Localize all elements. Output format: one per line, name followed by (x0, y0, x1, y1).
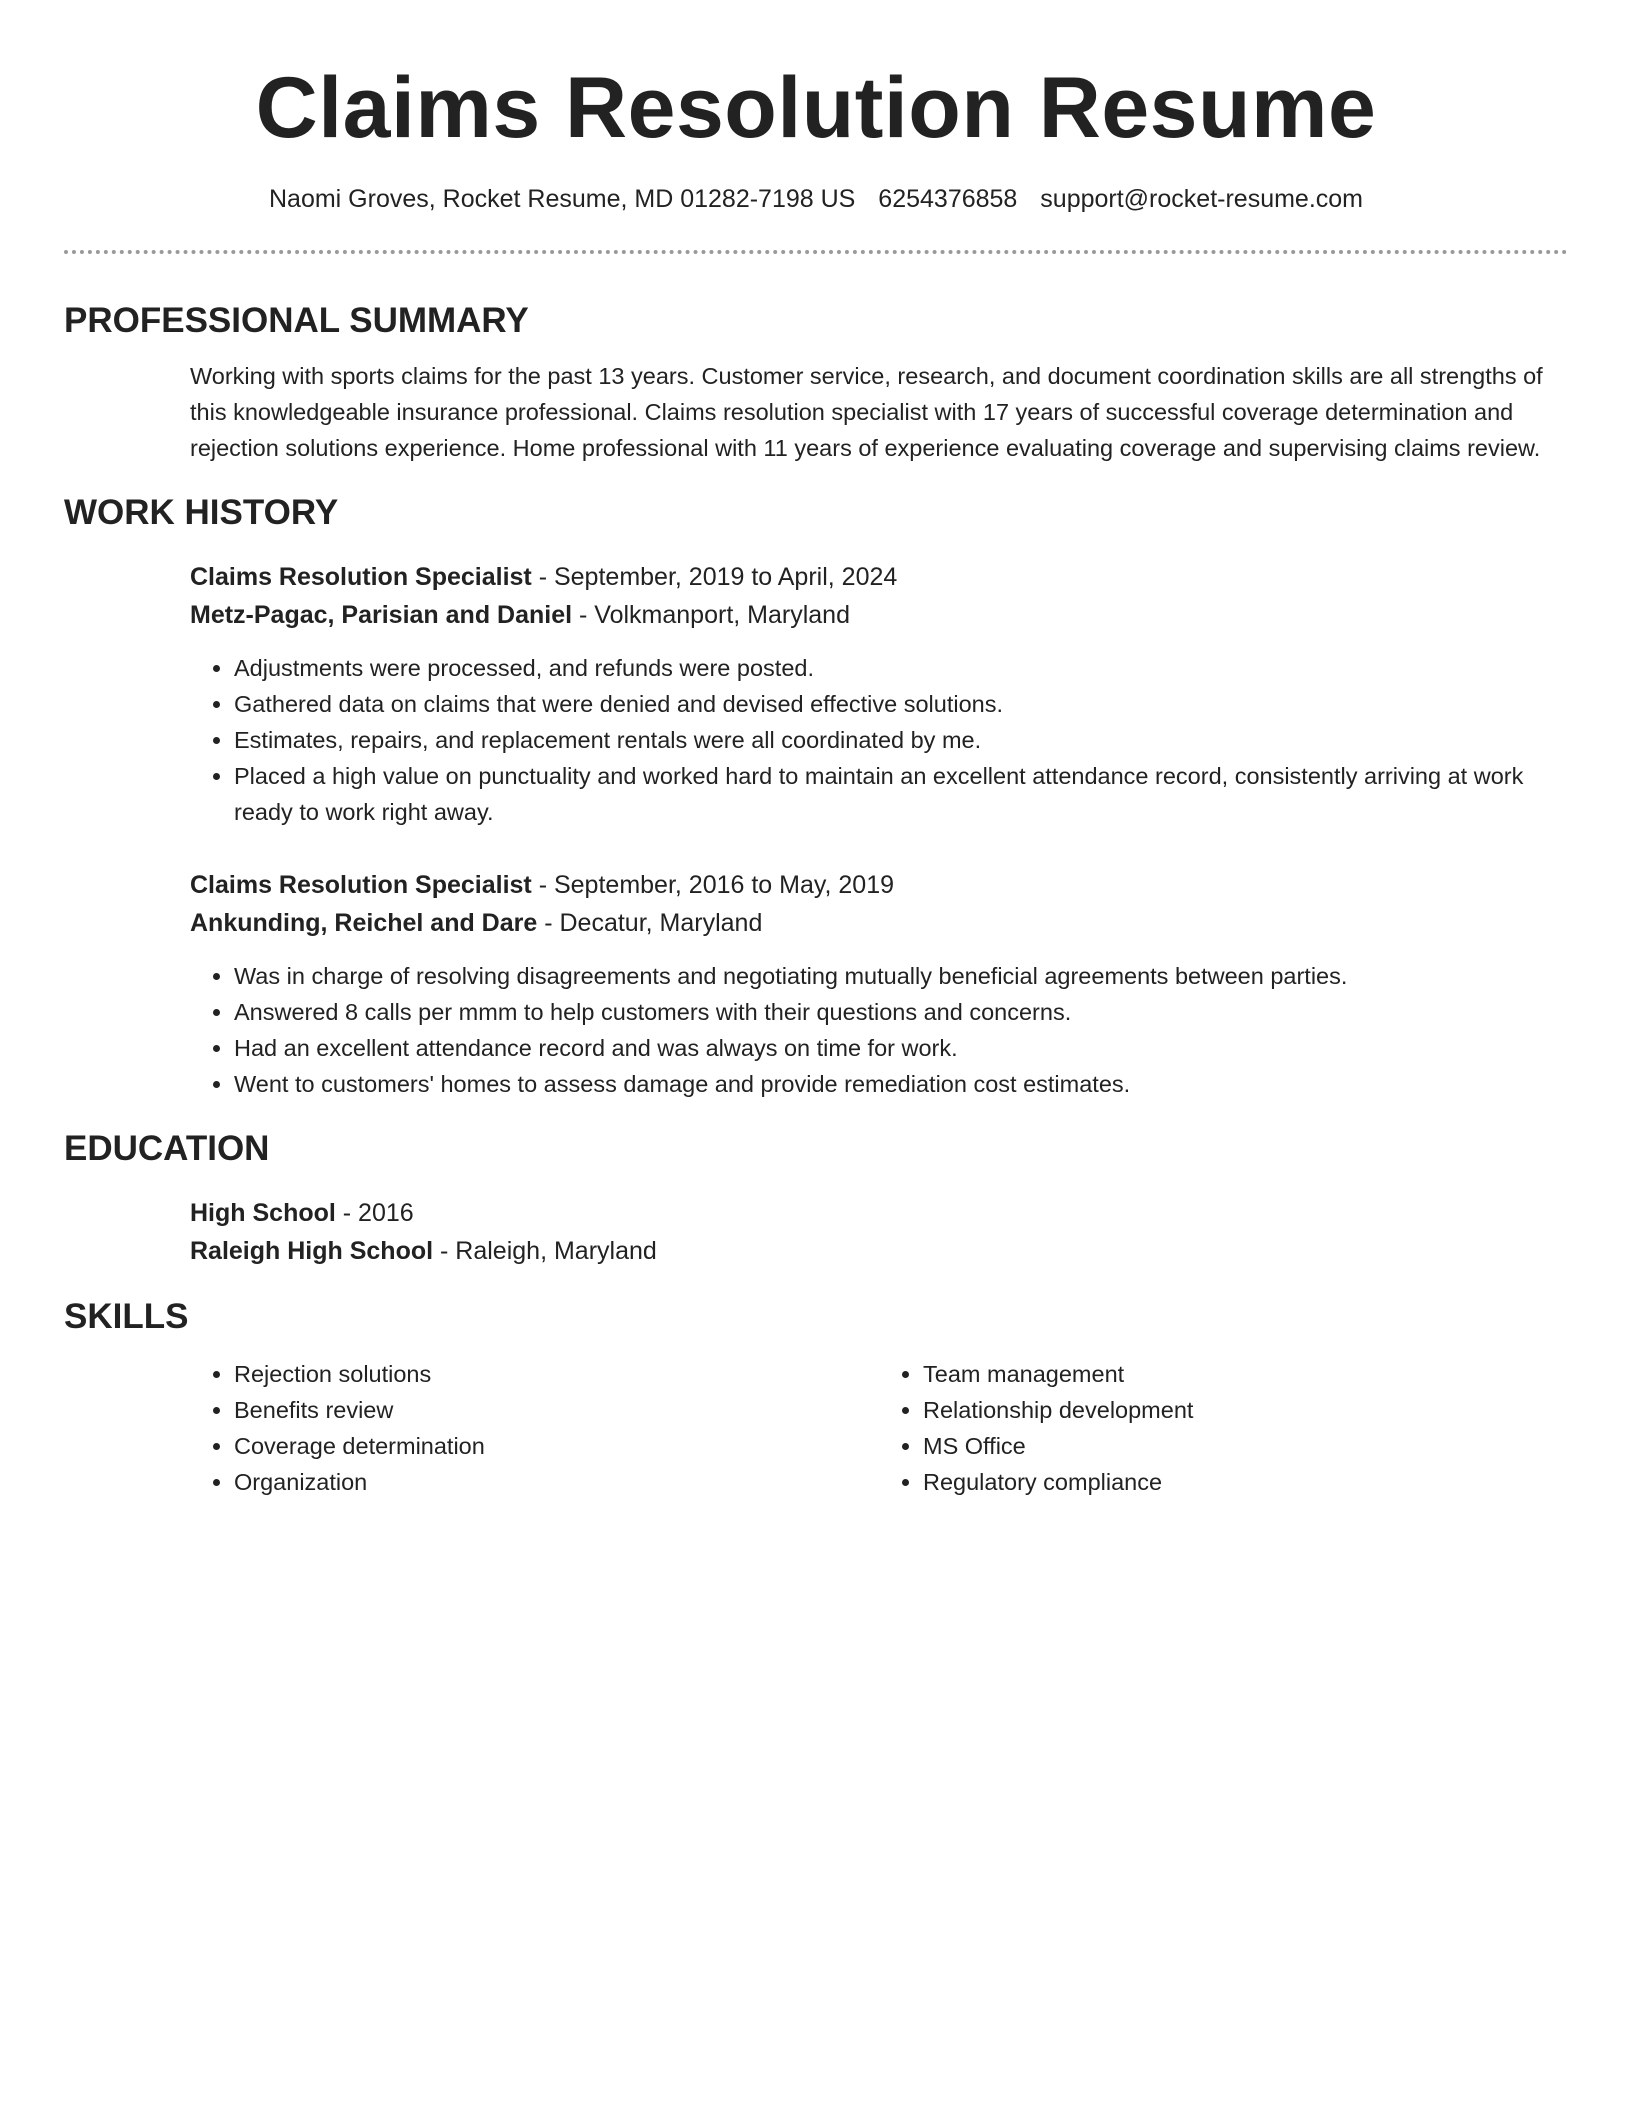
header-divider (64, 250, 1568, 254)
skills-list-right (879, 1356, 1568, 1500)
work-history-section (64, 488, 1568, 1102)
job-bullet: • Went to customers' homes to assess damage and provide remediation cost estimates. (234, 1066, 1568, 1102)
job-dates: - September, 2019 to April, 2024 (531, 563, 898, 591)
education-degree: High School (190, 1199, 336, 1227)
education-section (64, 1124, 1568, 1270)
skills-section (64, 1292, 1568, 1500)
education-year: - 2016 (335, 1199, 414, 1227)
skill-item: • Regulatory compliance (923, 1464, 1568, 1500)
skills-heading: SKILLS (64, 1297, 189, 1336)
skill-item: • Coverage determination (234, 1428, 879, 1464)
skill-item: • Benefits review (234, 1392, 879, 1428)
job-title: Claims Resolution Specialist (190, 563, 532, 591)
job-bullets (190, 958, 1568, 1102)
job-bullet: • Answered 8 calls per mmm to help customers with their questions and concerns. (234, 994, 1568, 1030)
resume-title: Claims Resolution Resume (255, 60, 1377, 156)
education-degree-line (190, 1194, 1568, 1232)
skill-item: • Relationship development (923, 1392, 1568, 1428)
job-dates: - September, 2016 to May, 2019 (531, 871, 895, 899)
job-title-line (190, 866, 1568, 904)
resume-content (64, 296, 1568, 1500)
job-bullet: • Gathered data on claims that were denied and devised effective solutions. (234, 686, 1568, 722)
contact-address: Naomi Groves, Rocket Resume, MD 01282-7198 US (268, 185, 856, 213)
summary-section (64, 296, 1568, 466)
job-company: Metz-Pagac, Parisian and Daniel (190, 601, 573, 629)
skill-item: • Team management (923, 1356, 1568, 1392)
contact-phone: 6254376858 (878, 185, 1018, 213)
summary-heading: PROFESSIONAL SUMMARY (64, 301, 529, 340)
job-entry (190, 558, 1568, 830)
skill-item: • Rejection solutions (234, 1356, 879, 1392)
education-heading: EDUCATION (64, 1129, 270, 1168)
job-bullet: • Placed a high value on punctuality and worked hard to maintain an excellent attendance record, consistently arriving at work ready to work right away. (234, 758, 1568, 830)
job-bullet: • Estimates, repairs, and replacement rentals were all coordinated by me. (234, 722, 1568, 758)
job-company-line (190, 596, 1568, 634)
education-location: - Raleigh, Maryland (433, 1237, 657, 1265)
job-bullets (190, 650, 1568, 830)
summary-text: Working with sports claims for the past 13 years. Customer service, research, and document coordination skills are all strengths of this knowledgeable insurance professional. Claims resolution specialist with 17 years of successful coverage determination and rejection solutions experience. Home professional with 11 years of experience evaluating coverage and supervising claims review. (190, 363, 1543, 461)
education-school: Raleigh High School (190, 1237, 434, 1265)
job-company: Ankunding, Reichel and Dare (190, 909, 538, 937)
skill-item: • MS Office (923, 1428, 1568, 1464)
skill-item: • Organization (234, 1464, 879, 1500)
job-location: - Volkmanport, Maryland (572, 601, 850, 629)
job-bullet: • Adjustments were processed, and refunds were posted. (234, 650, 1568, 686)
job-title: Claims Resolution Specialist (190, 871, 532, 899)
skills-list-left (190, 1356, 879, 1500)
job-bullet: • Had an excellent attendance record and was always on time for work. (234, 1030, 1568, 1066)
skills-grid (190, 1356, 1568, 1500)
contact-line (64, 182, 1568, 216)
job-company-line (190, 904, 1568, 942)
contact-email: support@rocket-resume.com (1040, 185, 1364, 213)
job-bullet: • Was in charge of resolving disagreements and negotiating mutually beneficial agreements between parties. (234, 958, 1568, 994)
education-school-line (190, 1232, 1568, 1270)
job-title-line (190, 558, 1568, 596)
job-location: - Decatur, Maryland (537, 909, 763, 937)
work-history-heading: WORK HISTORY (64, 493, 339, 532)
job-entry (190, 866, 1568, 1102)
